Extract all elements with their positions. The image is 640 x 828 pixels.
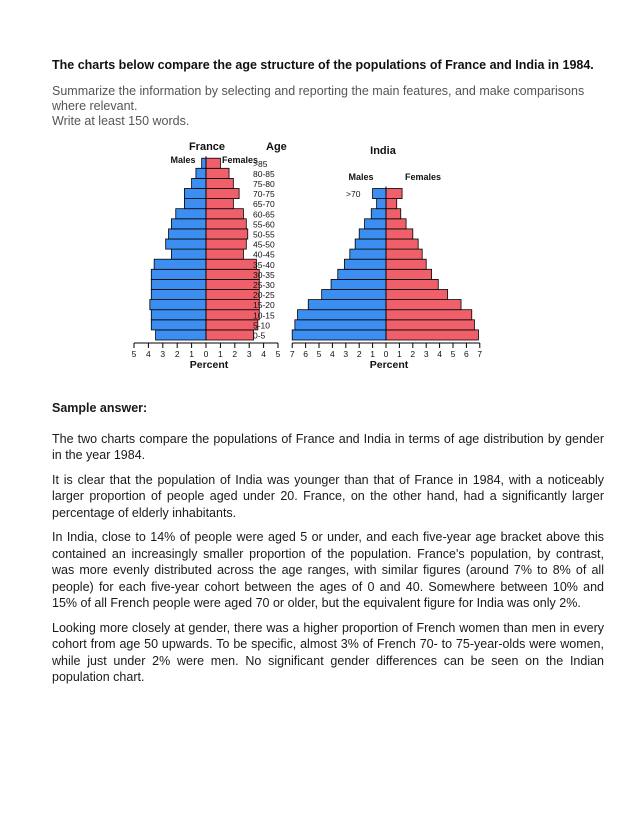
female-bar-70-75 xyxy=(206,189,239,199)
x-tick-label: 3 xyxy=(160,349,166,359)
age-label: 60-65 xyxy=(253,209,275,220)
female-bar-50-55 xyxy=(206,229,248,239)
male-bar-60-65 xyxy=(176,209,206,219)
x-axis-label: Percent xyxy=(189,359,229,371)
age-label: 50-55 xyxy=(253,229,275,240)
age-label: 35-40 xyxy=(253,259,275,270)
x-tick-label: 5 xyxy=(450,349,456,359)
task-instruction-word-count: Write at least 150 words. xyxy=(52,114,190,128)
male-bar-20-25 xyxy=(151,290,206,300)
male-bar-55-60 xyxy=(171,219,206,229)
age-label: 40-45 xyxy=(253,249,275,260)
answer-paragraph: It is clear that the population of India was younger than that of France in 1984, with a noticeably larger proportion of people aged under 20. France, on the other hand, had a significantly larger percentage of elderly inhabitants. xyxy=(52,472,604,520)
female-bar-20-25 xyxy=(206,290,259,300)
x-tick-label: 1 xyxy=(218,349,223,359)
male-bar-15-20 xyxy=(308,300,386,310)
female-bar-0-5 xyxy=(386,330,478,340)
male-bar-40-45 xyxy=(171,249,206,259)
x-tick-label: 3 xyxy=(343,349,349,359)
age-label: 10-15 xyxy=(253,310,275,321)
female-bar-15-20 xyxy=(386,300,461,310)
female-bar->70 xyxy=(386,189,402,199)
age-label: 20-25 xyxy=(253,290,275,301)
age-label: 0-5 xyxy=(253,330,266,341)
male-bar->70 xyxy=(373,189,386,199)
answer-paragraph: Looking more closely at gender, there was a higher proportion of French women than men in every cohort from age 50 upwards. To be specific, almost 3% of French 70- to 75-year-olds were women, while just under 2% were men. No significant gender differences can be seen on the Indian population chart. xyxy=(52,620,604,684)
male-bar-40-45 xyxy=(350,249,386,259)
male-bar-20-25 xyxy=(322,290,386,300)
females-label: Females xyxy=(405,172,442,182)
males-label: Males xyxy=(348,172,374,182)
x-tick-label: 4 xyxy=(437,349,442,359)
male-bar-30-35 xyxy=(151,269,206,279)
male-bar-5-10 xyxy=(295,320,386,330)
age-label: 25-30 xyxy=(253,279,275,290)
x-axis-label: Percent xyxy=(369,359,409,371)
sample-answer-heading: Sample answer: xyxy=(52,401,148,415)
population-pyramids xyxy=(125,138,495,373)
male-bar-60-65 xyxy=(371,209,386,219)
answer-paragraph: In India, close to 14% of people were aged 5 or under, and each five-year age bracket above this contained an increasingly smaller proportion of the population. France's population, by contrast, was more evenly distributed across the age ranges, with similar figures (around 7% to 8% of all people) for each five-year cohort between the ages of 0 and 40. Somewhere between 10% and 15% of all French people were aged 70 or older, but the equivalent figure for India was only 2%. xyxy=(52,530,604,610)
female-bar->85 xyxy=(206,158,220,168)
chart-title: India xyxy=(370,145,396,157)
age-label: 30-35 xyxy=(253,269,275,280)
x-tick-label: 2 xyxy=(356,349,362,359)
male-bar-0-5 xyxy=(156,330,206,340)
male-bar-50-55 xyxy=(359,229,386,239)
female-bar-65-70 xyxy=(206,199,233,209)
females-label: Females xyxy=(222,155,259,165)
age-label: 70-75 xyxy=(253,189,275,200)
female-bar-60-65 xyxy=(206,209,243,219)
x-tick-label: 4 xyxy=(261,349,266,359)
male-bar-70-75 xyxy=(184,189,206,199)
x-tick-label: 2 xyxy=(174,349,180,359)
male-bar-35-40 xyxy=(344,259,386,269)
male-bar-30-35 xyxy=(338,269,386,279)
x-tick-label: 1 xyxy=(370,349,375,359)
x-tick-label: 5 xyxy=(275,349,281,359)
answer-paragraph: The two charts compare the populations of France and India in terms of age distribution by gender in the year 1984. xyxy=(52,431,604,462)
male-bar-15-20 xyxy=(150,300,206,310)
x-tick-label: 4 xyxy=(330,349,335,359)
male-bar-25-30 xyxy=(331,279,386,289)
x-tick-label: 0 xyxy=(203,349,209,359)
males-label: Males xyxy=(170,155,196,165)
x-tick-label: 6 xyxy=(303,349,308,359)
female-bar-0-5 xyxy=(206,330,254,340)
male-bar-35-40 xyxy=(154,259,206,269)
female-bar-30-35 xyxy=(206,269,259,279)
female-bar-35-40 xyxy=(206,259,256,269)
male-bar-55-60 xyxy=(365,219,386,229)
x-tick-label: 1 xyxy=(397,349,402,359)
female-bar-40-45 xyxy=(206,249,243,259)
female-bar-50-55 xyxy=(386,229,413,239)
x-tick-label: 1 xyxy=(189,349,194,359)
male-bar-80-85 xyxy=(196,168,206,178)
female-bar-30-35 xyxy=(386,269,432,279)
male-bar-45-50 xyxy=(355,239,386,249)
age-label: 55-60 xyxy=(253,219,275,230)
male-bar-65-70 xyxy=(377,199,386,209)
x-tick-label: 7 xyxy=(289,349,295,359)
female-bar-15-20 xyxy=(206,300,259,310)
female-bar-25-30 xyxy=(206,279,259,289)
male-bar-65-70 xyxy=(184,199,206,209)
female-bar-80-85 xyxy=(206,168,229,178)
female-bar-45-50 xyxy=(386,239,418,249)
female-bar-10-15 xyxy=(386,310,472,320)
x-tick-label: 5 xyxy=(316,349,322,359)
female-bar-10-15 xyxy=(206,310,259,320)
male-bar-10-15 xyxy=(151,310,206,320)
task-instruction-summarize: Summarize the information by selecting and reporting the main features, and make comparisons where relevant. xyxy=(52,84,585,113)
x-tick-label: 5 xyxy=(131,349,137,359)
age-label: 75-80 xyxy=(253,178,275,189)
male-bar->85 xyxy=(202,158,206,168)
female-bar-5-10 xyxy=(386,320,474,330)
male-bar-50-55 xyxy=(169,229,206,239)
x-tick-label: 2 xyxy=(410,349,416,359)
age-label: 80-85 xyxy=(253,168,275,179)
male-bar-10-15 xyxy=(298,310,386,320)
task-instructions xyxy=(52,84,597,129)
age-label: >85 xyxy=(253,158,268,169)
male-bar-45-50 xyxy=(166,239,206,249)
x-tick-label: 7 xyxy=(477,349,483,359)
male-bar-25-30 xyxy=(151,279,206,289)
age-label: 5-10 xyxy=(253,320,271,331)
x-tick-label: 4 xyxy=(146,349,151,359)
female-bar-75-80 xyxy=(206,178,233,188)
female-bar-45-50 xyxy=(206,239,246,249)
female-bar-55-60 xyxy=(386,219,406,229)
chart-title: France xyxy=(188,141,226,153)
x-tick-label: 6 xyxy=(464,349,469,359)
age-label: >70 xyxy=(346,189,361,200)
male-bar-75-80 xyxy=(192,178,206,188)
age-label: 45-50 xyxy=(253,239,275,250)
female-bar-25-30 xyxy=(386,279,438,289)
task-title: The charts below compare the age structure of the populations of France and India in 1984. xyxy=(52,58,594,72)
age-header: Age xyxy=(266,141,287,153)
female-bar-60-65 xyxy=(386,209,401,219)
female-bar-20-25 xyxy=(386,290,448,300)
x-tick-label: 0 xyxy=(383,349,389,359)
male-bar-5-10 xyxy=(151,320,206,330)
sample-answer xyxy=(52,400,604,694)
x-tick-label: 3 xyxy=(246,349,252,359)
age-label: 15-20 xyxy=(253,300,275,311)
female-bar-35-40 xyxy=(386,259,426,269)
female-bar-55-60 xyxy=(206,219,246,229)
female-bar-5-10 xyxy=(206,320,258,330)
female-bar-65-70 xyxy=(386,199,397,209)
male-bar-0-5 xyxy=(292,330,386,340)
age-label: 65-70 xyxy=(253,199,275,210)
x-tick-label: 2 xyxy=(232,349,238,359)
female-bar-40-45 xyxy=(386,249,422,259)
x-tick-label: 3 xyxy=(423,349,429,359)
